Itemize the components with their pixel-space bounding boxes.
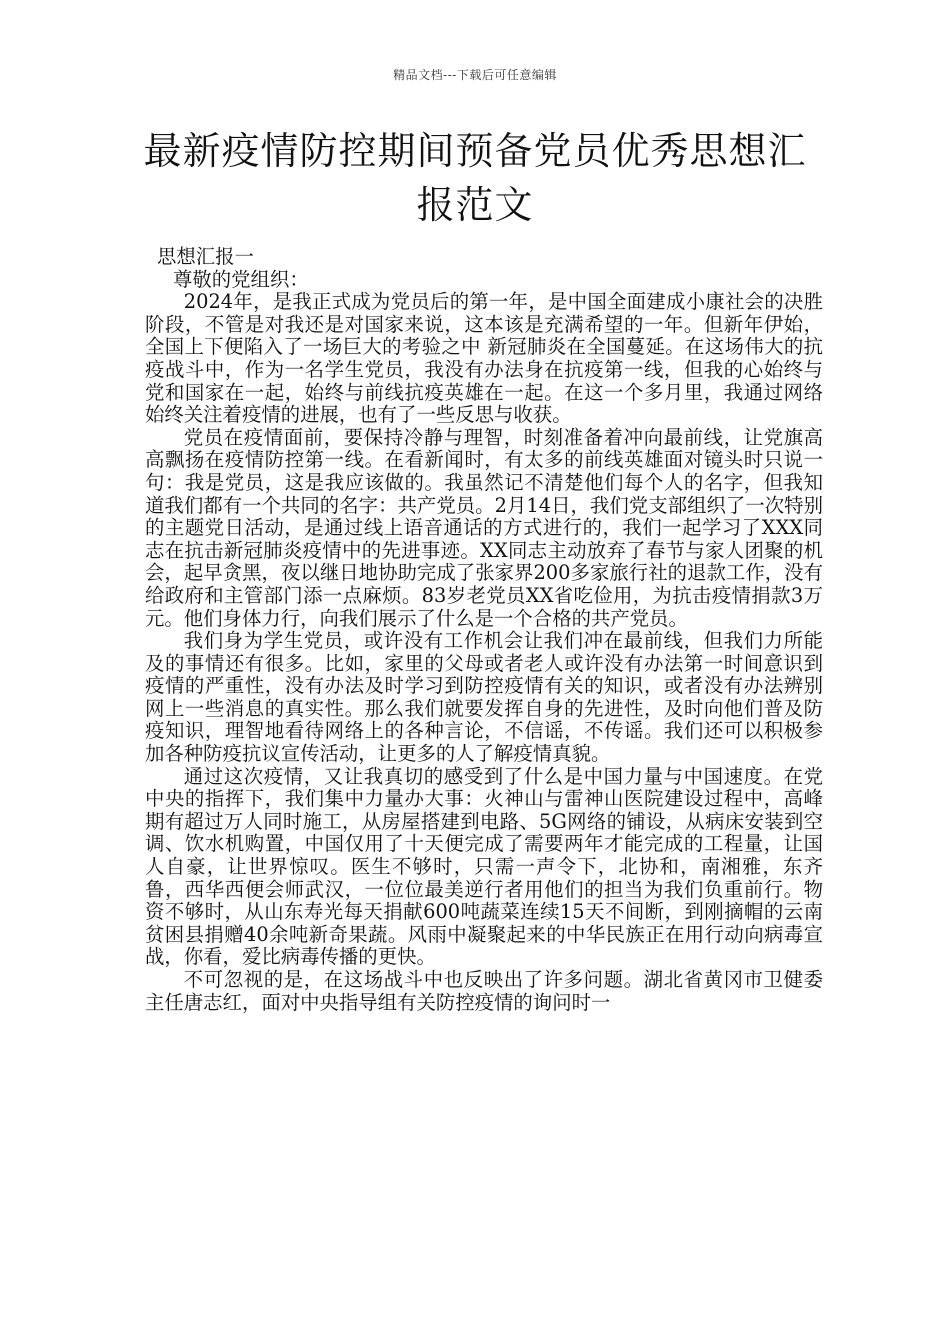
- body-paragraph-4: 通过这次疫情，又让我真切的感受到了什么是中国力量与中国速度。在党中央的指挥下，我们集中力量办大事：火神山与雷神山医院建设过程中，高峰期有超过万人同时施工，从房屋搭建到电路、5G网络的铺设，从病床安装到空调、饮水机购置，中国仅用了十天便完成了需要两年才能完成的工程量，让国人自豪，让世界惊叹。医生不够时，只需一声令下，北协和，南湘雅，东齐鲁，西华西便会师武汉，一位位最美逆行者用他们的担当为我们负重前行。物资不够时，从山东寿光每天捐献600吨蔬菜连续15天不间断，到刚摘帽的云南贫困县捐赠40余吨新奇果蔬。风雨中凝聚起来的中华民族正在用行动向病毒宣战，你看，爱比病毒传播的更快。: [145, 764, 823, 969]
- header-note: 精品文档---下载后可任意编辑: [393, 68, 557, 82]
- body-paragraph-5: 不可忽视的是，在这场战斗中也反映出了许多问题。湖北省黄冈市卫健委主任唐志红，面对中央指导组有关防控疫情的询问时一: [145, 968, 823, 1014]
- body-paragraph-3: 我们身为学生党员，或许没有工作机会让我们冲在最前线，但我们力所能及的事情还有很多。比如，家里的父母或者老人或许没有办法第一时间意识到疫情的严重性，没有办法及时学习到防控疫情有关的知识，或者没有办法辨别网上一些消息的真实性。那么我们就要发挥自身的先进性，及时向他们普及防疫知识，理智地看待网络上的各种言论，不信谣，不传谣。我们还可以积极参加各种防疫抗议宣传活动，让更多的人了解疫情真貌。: [145, 629, 823, 766]
- salutation: 尊敬的党组织：: [173, 267, 309, 291]
- document-body: [145, 246, 823, 1014]
- body-paragraph-2: 党员在疫情面前，要保持冷静与理智，时刻准备着冲向最前线，让党旗高高飘扬在疫情防控第一线。在看新闻时，有太多的前线英雄面对镜头时只说一句：我是党员，这是我应该做的。我虽然记不清楚他们每个人的名字，但我知道我们都有一个共同的名字：共产党员。2月14日，我们党支部组织了一次特别的主题党日活动，是通过线上语音通话的方式进行的，我们一起学习了XXX同志在抗击新冠肺炎疫情中的先进事迹。XX同志主动放弃了春节与家人团聚的机会，起早贪黑，夜以继日地协助完成了张家界200多家旅行社的退款工作，没有给政府和主管部门添一点麻烦。83岁老党员XX省吃俭用，为抗击疫情捐款3万元。他们身体力行，向我们展示了什么是一个合格的共产党员。: [145, 425, 823, 630]
- document-title: 最新疫情防控期间预备党员优秀思想汇报范文: [143, 129, 807, 227]
- body-paragraph-1: 2024年，是我正式成为党员后的第一年，是中国全面建成小康社会的决胜阶段，不管是对我还是对国家来说，这本该是充满希望的一年。但新年伊始，全国上下便陷入了一场巨大的考验之中 新冠肺炎在全国蔓延。在这场伟大的抗疫战斗中，作为一名学生党员，我没有办法身在抗疫第一线，但我的心始终与党和国家在一起，始终与前线抗疫英雄在一起。在这一个多月里，我通过网络始终关注着疫情的进展，也有了一些反思与收获。: [145, 290, 823, 427]
- section-label: 思想汇报一: [157, 245, 254, 268]
